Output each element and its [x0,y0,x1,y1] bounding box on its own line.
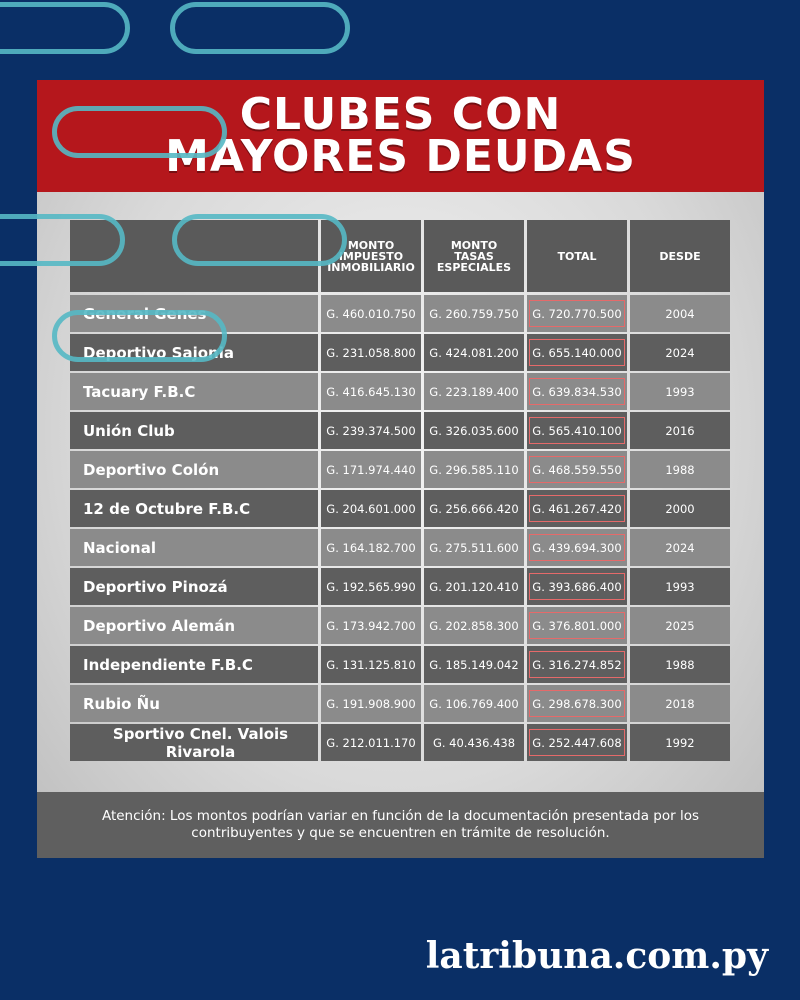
desde-value: 1992 [630,724,730,761]
impuesto-value: G. 204.601.000 [321,490,421,527]
total-value [527,373,627,410]
club-name: Unión Club [70,412,318,449]
impuesto-value: G. 416.645.130 [321,373,421,410]
disclaimer-line-2: contribuyentes y que se encuentren en trámite de resolución. [191,825,610,841]
disclaimer-footer [37,792,764,858]
impuesto-value: G. 460.010.750 [321,295,421,332]
total-value [527,295,627,332]
header-tasas: MONTO TASAS ESPECIALES [424,220,524,292]
club-name: Sportivo Cnel. Valois Rivarola [70,724,318,761]
table-row [70,373,730,410]
total-highlight: G. 439.694.300 [529,534,625,561]
desde-value: 2004 [630,295,730,332]
decorative-pill-top-center [170,2,350,54]
impuesto-value: G. 171.974.440 [321,451,421,488]
impuesto-value: G. 239.374.500 [321,412,421,449]
header-desde: DESDE [630,220,730,292]
tasas-value: G. 260.759.750 [424,295,524,332]
desde-value: 2000 [630,490,730,527]
tasas-value: G. 201.120.410 [424,568,524,605]
tasas-value: G. 326.035.600 [424,412,524,449]
table-row [70,646,730,683]
title-line-1: CLUBES CON [239,89,562,140]
tasas-value: G. 202.858.300 [424,607,524,644]
desde-value: 2018 [630,685,730,722]
decorative-pill-left [0,214,125,266]
club-name: Nacional [70,529,318,566]
desde-value: 1988 [630,646,730,683]
title-line-2: MAYORES DEUDAS [165,131,636,182]
desde-value: 1988 [630,451,730,488]
total-value [527,412,627,449]
header-impuesto: MONTO IMPUESTO INMOBILIARIO [321,220,421,292]
club-name: Tacuary F.B.C [70,373,318,410]
club-name: 12 de Octubre F.B.C [70,490,318,527]
tasas-value: G. 256.666.420 [424,490,524,527]
total-highlight: G. 461.267.420 [529,495,625,522]
club-name: General Genes [70,295,318,332]
tasas-value: G. 106.769.400 [424,685,524,722]
club-name: Rubio Ñu [70,685,318,722]
impuesto-value: G. 192.565.990 [321,568,421,605]
total-value [527,607,627,644]
infographic-card [37,80,764,858]
disclaimer-line-1: Atención: Los montos podrían variar en función de la documentación presentada por los [101,808,700,824]
club-name: Deportivo Pinozá [70,568,318,605]
total-highlight: G. 252.447.608 [529,729,625,756]
total-value [527,724,627,761]
total-value [527,646,627,683]
club-name: Deportivo Sajonia [70,334,318,371]
decorative-pill-first-row [52,310,227,362]
impuesto-value: G. 173.942.700 [321,607,421,644]
decorative-pill-header [172,214,347,266]
table-row [70,607,730,644]
desde-value: 2025 [630,607,730,644]
table-row [70,412,730,449]
desde-value: 1993 [630,373,730,410]
desde-value: 1993 [630,568,730,605]
impuesto-value: G. 164.182.700 [321,529,421,566]
table-row [70,490,730,527]
total-value [527,529,627,566]
total-highlight: G. 393.686.400 [529,573,625,600]
total-highlight: G. 655.140.000 [529,339,625,366]
tasas-value: G. 424.081.200 [424,334,524,371]
total-highlight: G. 376.801.000 [529,612,625,639]
tasas-value: G. 275.511.600 [424,529,524,566]
decorative-pill-top-left [0,2,130,54]
impuesto-value: G. 231.058.800 [321,334,421,371]
table-row [70,451,730,488]
desde-value: 2024 [630,529,730,566]
table-row [70,724,730,761]
desde-value: 2016 [630,412,730,449]
club-name: Deportivo Colón [70,451,318,488]
tasas-value: G. 296.585.110 [424,451,524,488]
impuesto-value: G. 131.125.810 [321,646,421,683]
total-highlight: G. 316.274.852 [529,651,625,678]
site-url: latribuna.com.py [425,935,768,977]
tasas-value: G. 223.189.400 [424,373,524,410]
total-highlight: G. 468.559.550 [529,456,625,483]
table-row [70,568,730,605]
total-highlight: G. 720.770.500 [529,300,625,327]
total-value [527,451,627,488]
impuesto-value: G. 212.011.170 [321,724,421,761]
decorative-pill-title [52,106,227,158]
tasas-value: G. 40.436.438 [424,724,524,761]
total-value [527,334,627,371]
total-highlight: G. 565.410.100 [529,417,625,444]
total-value [527,490,627,527]
tasas-value: G. 185.149.042 [424,646,524,683]
impuesto-value: G. 191.908.900 [321,685,421,722]
total-value [527,685,627,722]
total-value [527,568,627,605]
club-name: Deportivo Alemán [70,607,318,644]
table-row [70,529,730,566]
desde-value: 2024 [630,334,730,371]
club-name: Independiente F.B.C [70,646,318,683]
total-highlight: G. 639.834.530 [529,378,625,405]
table-row [70,685,730,722]
total-highlight: G. 298.678.300 [529,690,625,717]
header-total: TOTAL [527,220,627,292]
